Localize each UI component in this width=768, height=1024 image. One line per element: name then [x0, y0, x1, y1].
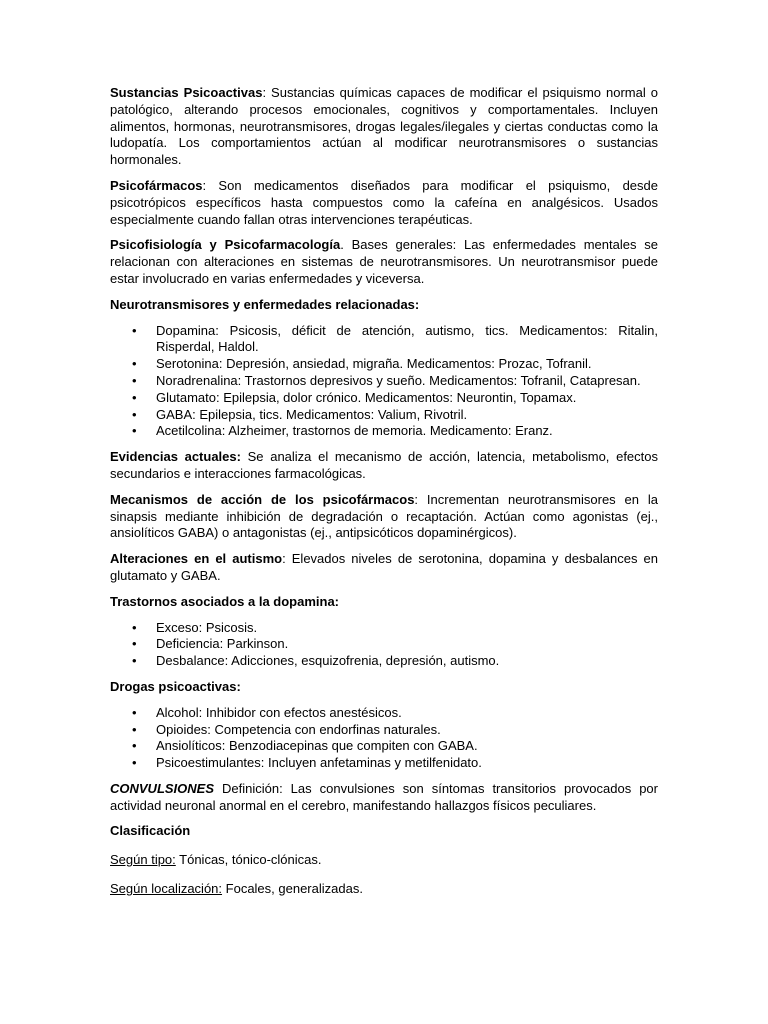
bullet-icon: •: [132, 619, 137, 635]
list-item: [132, 653, 658, 670]
bullet-icon: •: [132, 721, 137, 737]
list-item: [132, 721, 658, 739]
list-item-text: Psicoestimulantes: Incluyen anfetaminas y metilfenidato.: [156, 755, 482, 771]
drugs-list: [110, 705, 658, 772]
list-item-text: Opioides: Competencia con endorfinas naturales.: [156, 721, 441, 737]
heading-clasificacion: Clasificación: [110, 823, 191, 839]
list-item-text: Desbalance: Adicciones, esquizofrenia, depresión, autismo.: [156, 653, 500, 669]
bullet-icon: •: [132, 755, 137, 771]
bullet-icon: •: [132, 406, 137, 422]
paragraph-psicofarmacos: [110, 178, 658, 228]
list-item-text: Acetilcolina: Alzheimer, trastornos de memoria. Medicamento: Eranz.: [156, 423, 553, 439]
heading-psicofarmacos: Psicofármacos: [110, 177, 203, 193]
paragraph-evidencias: [110, 449, 658, 483]
list-item: [132, 738, 658, 755]
document-content: [110, 85, 658, 907]
heading-neurotransmisores: Neurotransmisores y enfermedades relacionadas:: [110, 296, 420, 312]
heading-autismo: Alteraciones en el autismo: [110, 551, 283, 567]
text-autismo: : Elevados niveles de serotonina, dopamina y desbalances en glutamato y GABA.: [110, 551, 658, 583]
bullet-icon: •: [132, 372, 137, 388]
bullet-icon: •: [132, 322, 137, 338]
list-item: [132, 755, 658, 772]
paragraph-clasificacion: [110, 823, 658, 840]
list-item: [132, 322, 658, 357]
dopamine-list: [110, 620, 658, 670]
text-evidencias: Se analiza el mecanismo de acción, latencia, metabolismo, efectos secundarios e interacciones farmacológicas.: [110, 449, 658, 481]
paragraph-autismo: [110, 551, 658, 585]
heading-psicofisiologia: Psicofisiología y Psicofarmacología: [110, 237, 341, 253]
text-convulsiones: Definición: Las convulsiones son síntomas transitorios provocados por actividad neuronal anormal en el cerebro, manifestando hallazgos físicos peculiares.: [110, 780, 658, 813]
list-item: [132, 636, 658, 653]
paragraph-neurotransmisores: [110, 297, 658, 314]
list-item-text: Deficiencia: Parkinson.: [156, 636, 289, 652]
paragraph-sustancias-psicoactivas: [110, 85, 658, 169]
paragraph-drogas: [110, 679, 658, 696]
label-segun-tipo: Según tipo:: [110, 852, 176, 868]
heading-evidencias: Evidencias actuales:: [110, 449, 241, 465]
bullet-icon: •: [132, 389, 137, 405]
text-mecanismos: : Incrementan neurotransmisores en la sinapsis mediante inhibición de degradación o recaptación. Actúan como agonistas (ej., ansiolíticos GABA) o antagonistas (ej., antipsicóticos dopaminérgicos).: [110, 491, 658, 541]
bullet-icon: •: [132, 636, 137, 652]
paragraph-dopamina: [110, 594, 658, 611]
list-item: [132, 372, 658, 390]
text-sustancias-psicoactivas: : Sustancias químicas capaces de modificar el psiquismo normal o patológico, alterando procesos emocionales, cognitivos y comportamentales. Incluyen alimentos, hormonas, neurotransmisores, drogas legales/ilegales y ciertas conductas como la ludopatía. Los comportamientos actúan al modificar neurotransmisores o sustancias hormonales.: [110, 85, 658, 168]
heading-drogas: Drogas psicoactivas:: [110, 678, 241, 694]
list-item: [132, 704, 658, 722]
text-psicofisiologia: . Bases generales: Las enfermedades mentales se relacionan con alteraciones en sistemas de neurotransmisores. Un neurotransmisor puede estar involucrado en varias enfermedades y viceversa.: [110, 237, 659, 286]
list-item: [132, 389, 658, 407]
text-segun-localizacion: Focales, generalizadas.: [222, 881, 363, 897]
paragraph-convulsiones: [110, 781, 658, 815]
bullet-icon: •: [132, 423, 137, 439]
paragraph-segun-tipo: [110, 852, 658, 869]
label-segun-localizacion: Según localización:: [110, 881, 223, 897]
bullet-icon: •: [132, 653, 137, 669]
list-item: [132, 356, 658, 373]
paragraph-segun-localizacion: [110, 881, 658, 898]
text-psicofarmacos: : Son medicamentos diseñados para modificar el psiquismo, desde psicotrópicos específicos hasta compuestos como la cafeína en analgésicos. Usados especialmente cuando fallan otras intervenciones terapéuticas.: [110, 177, 658, 227]
list-item: [132, 619, 658, 637]
list-item-text: Serotonina: Depresión, ansiedad, migraña. Medicamentos: Prozac, Tofranil.: [156, 356, 592, 372]
list-item-text: GABA: Epilepsia, tics. Medicamentos: Valium, Rivotril.: [156, 406, 468, 422]
heading-sustancias-psicoactivas: Sustancias Psicoactivas: [110, 85, 263, 100]
neurotransmitter-list: [110, 323, 658, 441]
paragraph-mecanismos: [110, 492, 658, 542]
heading-mecanismos: Mecanismos de acción de los psicofármacos: [110, 491, 415, 507]
list-item: [132, 423, 658, 440]
list-item: [132, 406, 658, 424]
list-item-text: Ansiolíticos: Benzodiacepinas que compiten con GABA.: [156, 738, 478, 754]
heading-dopamina: Trastornos asociados a la dopamina:: [110, 593, 340, 609]
list-item-text: Glutamato: Epilepsia, dolor crónico. Medicamentos: Neurontin, Topamax.: [156, 389, 577, 405]
bullet-icon: •: [132, 738, 137, 754]
list-item-text: Noradrenalina: Trastornos depresivos y sueño. Medicamentos: Tofranil, Catapresan.: [156, 372, 641, 388]
heading-convulsiones: CONVULSIONES: [110, 780, 215, 796]
list-item-text: Exceso: Psicosis.: [156, 619, 258, 635]
bullet-icon: •: [132, 704, 137, 720]
bullet-icon: •: [132, 356, 137, 372]
list-item-text: Alcohol: Inhibidor con efectos anestésicos.: [156, 704, 402, 720]
list-item-text: Dopamina: Psicosis, déficit de atención, autismo, tics. Medicamentos: Ritalin, Risperdal, Haldol.: [156, 322, 658, 355]
text-segun-tipo: Tónicas, tónico-clónicas.: [175, 852, 322, 868]
paragraph-psicofisiologia: [110, 237, 658, 287]
